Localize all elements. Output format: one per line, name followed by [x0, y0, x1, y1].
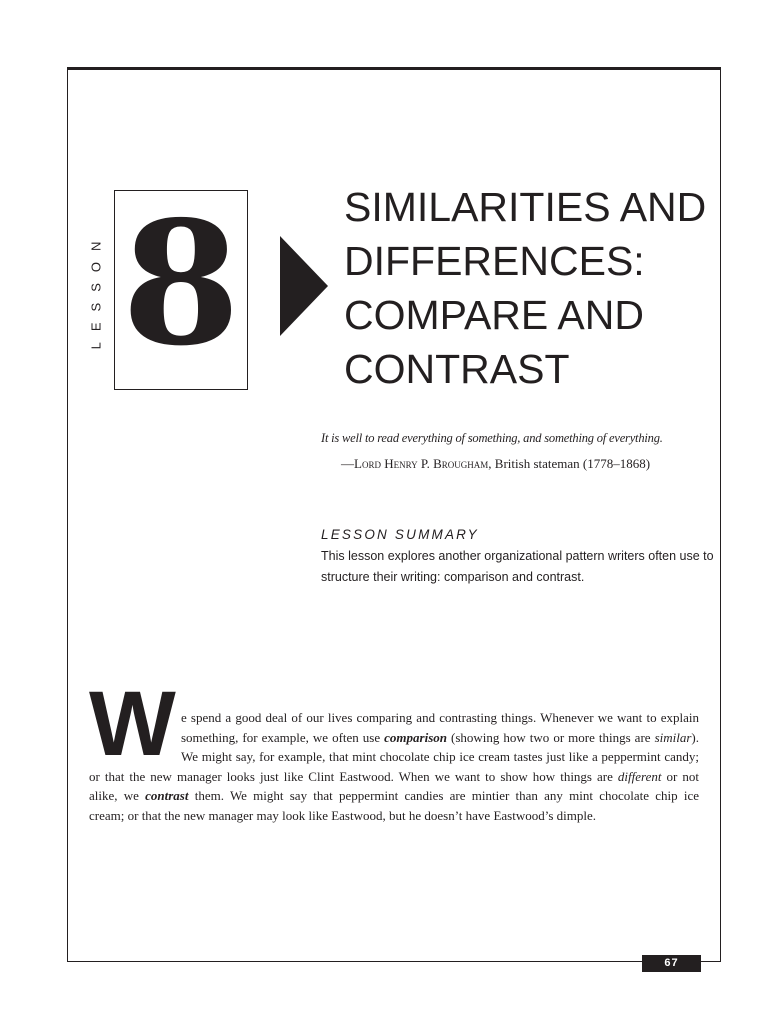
lesson-summary-heading: LESSON SUMMARY [321, 527, 479, 542]
body-text: or that the new manager looks just like Clint Eastwood. When we want to show how things are [89, 768, 618, 784]
body-line [89, 806, 699, 826]
body-line [89, 728, 699, 748]
body-text: them. We might say that peppermint candies are mintier than any mint chocolate chip ice [188, 788, 700, 804]
body-line [89, 747, 699, 767]
title-line: SIMILARITIES AND [344, 184, 707, 230]
epigraph-attribution [341, 456, 721, 472]
term-contrast: contrast [145, 788, 189, 804]
body-text: alike, we [89, 788, 146, 804]
body-text: ). [691, 729, 699, 745]
attribution-author: Lord Henry P. Brougham [354, 456, 489, 471]
title-line: DIFFERENCES: [344, 238, 645, 284]
lesson-label-text: LESSON [88, 230, 104, 350]
body-line [89, 767, 699, 787]
term-different: different [617, 768, 662, 784]
lesson-number-box [114, 184, 248, 390]
lesson-title [344, 180, 724, 396]
body-text: or not [661, 768, 699, 784]
lesson-number: 8 [121, 184, 241, 384]
attribution-descriptor: , British stateman (1778–1868) [488, 456, 651, 471]
body-text: something, for example, we often use [181, 729, 385, 745]
attribution-dash: — [341, 456, 354, 471]
term-comparison: comparison [384, 729, 447, 745]
body-text: We might say, for example, that mint chocolate chip ice cream tastes just like a peppermint candy; [181, 749, 699, 765]
page-number: 67 [642, 955, 701, 972]
lesson-label [78, 230, 114, 350]
drop-cap: W [89, 673, 176, 775]
body-text: e spend a good deal of our lives comparing and contrasting things. Whenever we want to explain [181, 710, 699, 725]
body-line [89, 786, 699, 806]
body-line [89, 708, 699, 728]
triangle-arrow-icon [280, 236, 328, 336]
body-text: (showing how two or more things are [446, 729, 655, 745]
lesson-summary-text: This lesson explores another organizational pattern writers often use to structure their writing: comparison and contrast. [321, 549, 714, 584]
term-similar: similar [654, 729, 692, 745]
epigraph-quote: It is well to read everything of something, and something of everything. [321, 431, 663, 445]
title-line: CONTRAST [344, 346, 570, 392]
body-text: cream; or that the new manager may look like Eastwood, but he doesn’t have Eastwood’s dimple. [89, 807, 596, 823]
title-line: COMPARE AND [344, 292, 644, 338]
body-paragraph [89, 708, 699, 826]
